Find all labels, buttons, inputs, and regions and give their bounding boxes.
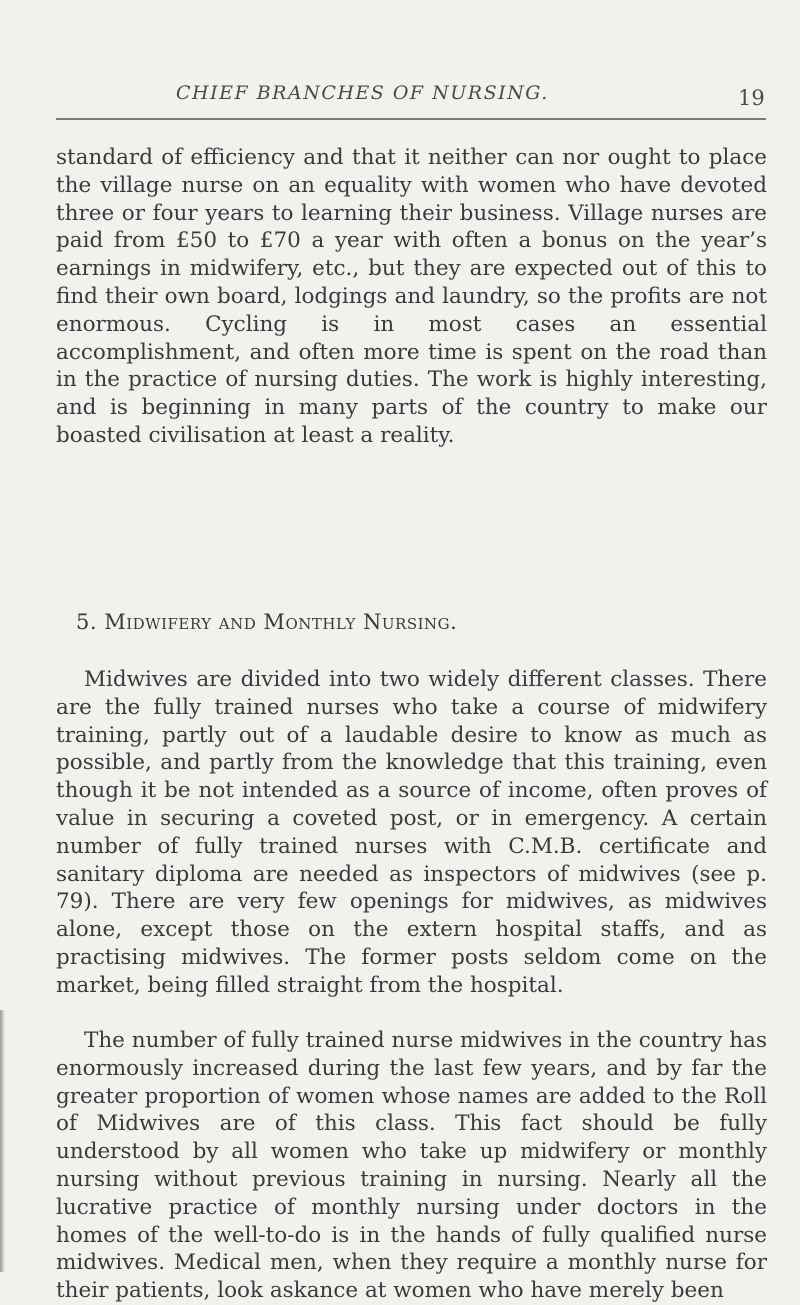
body-text-section-2 bbox=[56, 666, 767, 1000]
page-number: 19 bbox=[738, 86, 765, 110]
paragraph-midwives-classes: Midwives are divided into two widely different classes. There are the fully trained nurses who take a course of midwifery training, partly out of a laudable desire to know as much as possible, and partly from the knowledge that this training, even though it be not intended as a source of income, often proves of value in securing a coveted post, or in emergency. A certain number of fully trained nurses with C.M.B. certificate and sanitary diploma are needed as inspectors of midwives (see p. 79). There are very few openings for midwives, as midwives alone, except those on the extern hospital staffs, and as practising midwives. The former posts seldom come on the market, being filled straight from the hospital. bbox=[56, 667, 767, 998]
body-text-section-3 bbox=[56, 1027, 767, 1305]
paragraph-nurse-midwives: The number of fully trained nurse midwives in the country has enormously increased during the last few years, and by far the greater proportion of women whose names are added to the Roll of Midwives are of this class. This fact should be fully understood by all women who take up midwifery or monthly nursing without previous training in nursing. Nearly all the lucrative practice of monthly nursing under doctors in the homes of the well-to-do is in the hands of fully qualified nurse midwives. Medical men, when they require a monthly nurse for their patients, look askance at women who have merely been bbox=[56, 1028, 767, 1304]
body-text-section-1 bbox=[56, 144, 767, 450]
section-heading: 5. Midwifery and Monthly Nursing. bbox=[76, 610, 458, 634]
running-header: CHIEF BRANCHES OF NURSING. bbox=[176, 82, 549, 104]
paragraph-village-nurses: standard of efficiency and that it neither can nor ought to place the village nurse on an equality with women who have devoted three or four years to learning their business. Village nurses are paid from £50 to £70 a year with often a bonus on the year’s earnings in midwifery, etc., but they are expected out of this to find their own board, lodgings and laundry, so the profits are not enormous. Cycling is in most cases an essential accomplishment, and often more time is spent on the road than in the practice of nursing duties. The work is highly interesting, and is beginning in many parts of the country to make our boasted civilisation at least a reality. bbox=[56, 145, 767, 448]
page-edge-shadow bbox=[0, 1010, 5, 1272]
header-rule bbox=[56, 118, 766, 120]
